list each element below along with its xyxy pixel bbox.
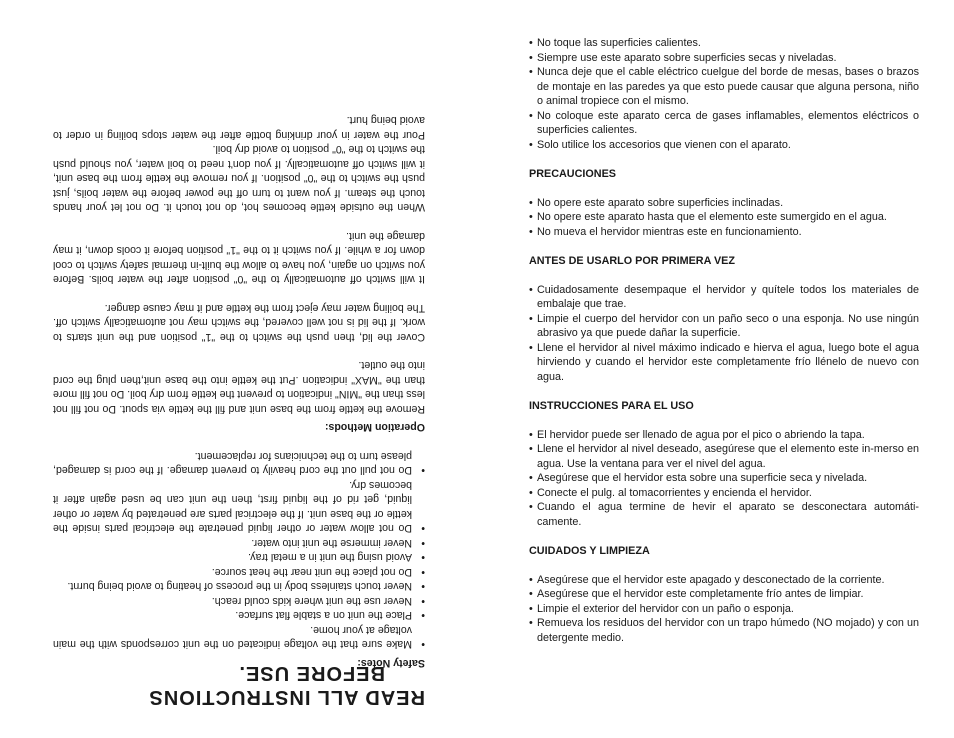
list-item: • No mueva el hervidor mientras este en funcionamiento. (529, 225, 919, 240)
list-item: • Conecte el pulg. al tomacorrientes y encienda el hervidor. (529, 486, 919, 501)
list-item: • Never use the unit where kids could reach. (53, 594, 425, 609)
list-item: • Place the unit on a stable flat surface. (53, 608, 425, 623)
list-item: • Limpie el cuerpo del hervidor con un paño seco o una esponja. No use ningún abrasivo ya que puede dañar la superficie. (529, 312, 919, 341)
spanish-instructions-page (477, 0, 954, 738)
list-item: • No coloque este aparato cerca de gases inflamables, elementos eléctricos o superficies calientes. (529, 109, 919, 138)
list-item: • Llene el hervidor al nivel máximo indicado e hierva el agua, luego bote el agua hirviendo y cuando el hervidor este completamente frío llénelo de nuevo con agua. (529, 341, 919, 385)
safety-notes-heading: Safety Notes: (357, 657, 425, 669)
spanish-body (529, 36, 919, 645)
list-item: • Avoid using the unit in a metal tray. (53, 550, 425, 565)
list-item: • Siempre use este aparato sobre superficies secas y niveladas. (529, 51, 919, 66)
precauciones-list (529, 196, 919, 240)
safety-notes-list (53, 449, 425, 652)
instrucciones-list (529, 428, 919, 530)
operation-paragraph: It will switch off automatically to the "0" position after the water boils. Before you switch on again, you have to allow the built-in thermal safety switch to cool down for a while. If you switch it to the "1" position before it cools down, it may damage the unit. (53, 230, 425, 286)
intro-list (529, 36, 919, 152)
list-item: • Asegúrese que el hervidor este apagado y desconectado de la corriente. (529, 573, 919, 588)
operation-paragraph: When the outside kettle becomes hot, do not touch it. Do not let your hands touch the steam. If you want to turn off the power before the water boils, just push the switch to the "0" position. If you remove the kettle from the base unit, it will switch off automatically. If you don't need to boil water, you should push the switch to the "0" position to avoid dry boil. (53, 143, 425, 214)
list-item: • No toque las superficies calientes. (529, 36, 919, 51)
operation-paragraph: Pour the water in your drinking bottle after the water stops boiling in order to avoid being hurt. (53, 114, 425, 141)
list-item: • Limpie el exterior del hervidor con un paño o esponja. (529, 602, 919, 617)
operation-paragraph: Remove the kettle from the base unit and fill the kettle via spout. Do not fill not less than the "MIN" indication to prevent the kettle from dry boil. Do not fill more than the "MAX" indication .Put the kettle into the base unit,then plug the cord into the outlet. (53, 359, 425, 415)
antes-heading: ANTES DE USARLO POR PRIMERA VEZ (529, 255, 735, 267)
list-item: • Remueva los residuos del hervidor con un trapo húmedo (NO mojado) y con un detergente medio. (529, 616, 919, 645)
operation-paragraph: Cover the lid, then push the switch to the "1" position and the unit starts to work. If the lid is not well covered, the switch may not automatically switch off. The boiling water may eject from the kettle and it may cause danger. (53, 302, 425, 343)
cuidados-heading: CUIDADOS Y LIMPIEZA (529, 545, 650, 557)
title-line-1: READ ALL INSTRUCTIONS (148, 686, 425, 708)
list-item: • Do not place the unit near the heat source. (53, 565, 425, 580)
list-item: • El hervidor puede ser llenado de agua por el pico o abriendo la tapa. (529, 428, 919, 443)
list-item: • Cuidadosamente desempaque el hervidor y quítele todos los materiales de embalaje que trae. (529, 283, 919, 312)
instrucciones-heading: INSTRUCCIONES PARA EL USO (529, 400, 694, 412)
list-item: • Asegúrese que el hervidor esta sobre una superficie seca y nivelada. (529, 471, 919, 486)
list-item: • Solo utilice los accesorios que vienen con el aparato. (529, 138, 919, 153)
antes-list (529, 283, 919, 385)
operation-methods-heading: Operation Methods: (324, 421, 425, 434)
list-item: • No opere este aparato sobre superficies inclinadas. (529, 196, 919, 211)
list-item: • Llene el hervidor al nivel deseado, asegúrese que el elemento este in-merso en agua. Use la ventana para ver el nivel del agua. (529, 442, 919, 471)
list-item: • No opere este aparato hasta que el elemento este sumergido en el agua. (529, 210, 919, 225)
list-item: • Do not allow water or other liquid penetrate the electrical parts inside the kettle or the base unit. If the electrical parts are penetrated by water or other liquid, get rid of the liquid first, then the unit can be used again after it becomes dry. (53, 478, 425, 536)
list-item: • Cuando el agua termine de hevir el aparato se desconectara automáti-camente. (529, 500, 919, 529)
precauciones-heading: PRECAUCIONES (529, 168, 616, 180)
english-body (53, 113, 425, 670)
list-item: • Never touch stainless body in the process of heating to avoid being burnt. (53, 579, 425, 594)
list-item: • Do not pull out the cord heavily to prevent damage. If the cord is damaged, please turn to the technicians for replacement. (53, 449, 425, 478)
list-item: • Make sure that the voltage indicated on the unit corresponds with the main voltage at your home. (53, 623, 425, 652)
list-item: • Never immerse the unit into water. (53, 536, 425, 551)
cuidados-list (529, 573, 919, 646)
title-line-2: BEFORE USE. (238, 662, 385, 684)
list-item: • Asegúrese que el hervidor este completamente frío antes de limpiar. (529, 587, 919, 602)
list-item: • Nunca deje que el cable eléctrico cuelgue del borde de mesas, bases o brazos de montaje en las paredes ya que esto puede causar que alguna persona, niño o animal tropiece con el mismo. (529, 65, 919, 109)
